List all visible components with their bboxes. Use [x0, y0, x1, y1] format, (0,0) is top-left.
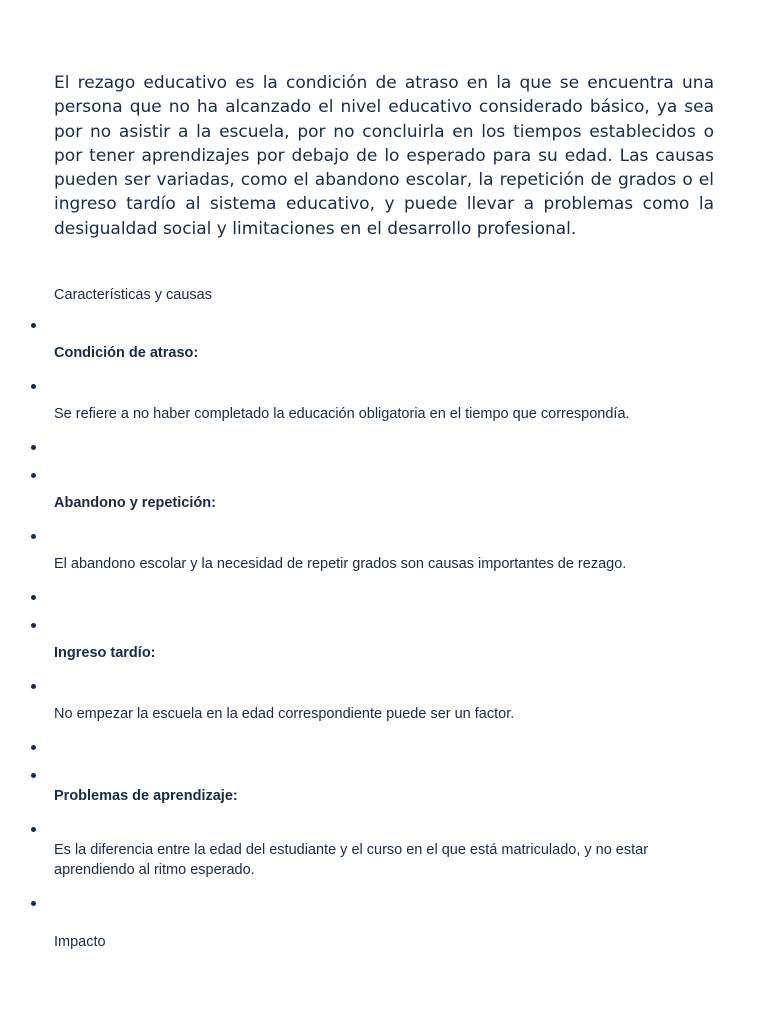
bullet-marker — [31, 827, 36, 832]
bullet-marker — [31, 745, 36, 750]
bullet-marker — [31, 684, 36, 689]
section-heading: Características y causas — [54, 287, 212, 303]
bullet-marker — [31, 623, 36, 628]
footer-heading: Impacto — [54, 934, 106, 950]
bullet-marker — [31, 534, 36, 539]
item-description: No empezar la escuela en la edad correspondiente puede ser un factor. — [54, 706, 515, 722]
item-title: Abandono y repetición: — [54, 495, 216, 511]
item-description: El abandono escolar y la necesidad de repetir grados son causas importantes de rezago. — [54, 556, 627, 572]
item-description: Se refiere a no haber completado la educación obligatoria en el tiempo que correspondía. — [54, 406, 630, 422]
bullet-marker — [31, 445, 36, 450]
bullet-marker — [31, 384, 36, 389]
bullet-marker — [31, 473, 36, 478]
item-title: Ingreso tardío: — [54, 645, 156, 661]
bullet-marker — [31, 901, 36, 906]
item-title: Problemas de aprendizaje: — [54, 788, 238, 804]
bullet-marker — [31, 773, 36, 778]
bullet-marker — [31, 595, 36, 600]
item-title: Condición de atraso: — [54, 345, 199, 361]
intro-paragraph: El rezago educativo es la condición de atraso en la que se encuentra una persona que no ha alcanzado el nivel educativo considerado básico, ya sea por no asistir a la escuela, por no concluirla en los tiempos establecidos o por tener aprendizajes por debajo de lo esperado para su edad. Las causas pueden ser variadas, como el abandono escolar, la repetición de grados o el ingreso tardío al sistema educativo, y puede llevar a problemas como la desigualdad social y limitaciones en el desarrollo profesional. — [54, 73, 714, 239]
bullet-marker — [31, 323, 36, 328]
item-description: Es la diferencia entre la edad del estudiante y el curso en el que está matriculado, y no estar aprendiendo al ritmo esperado. — [54, 842, 649, 878]
